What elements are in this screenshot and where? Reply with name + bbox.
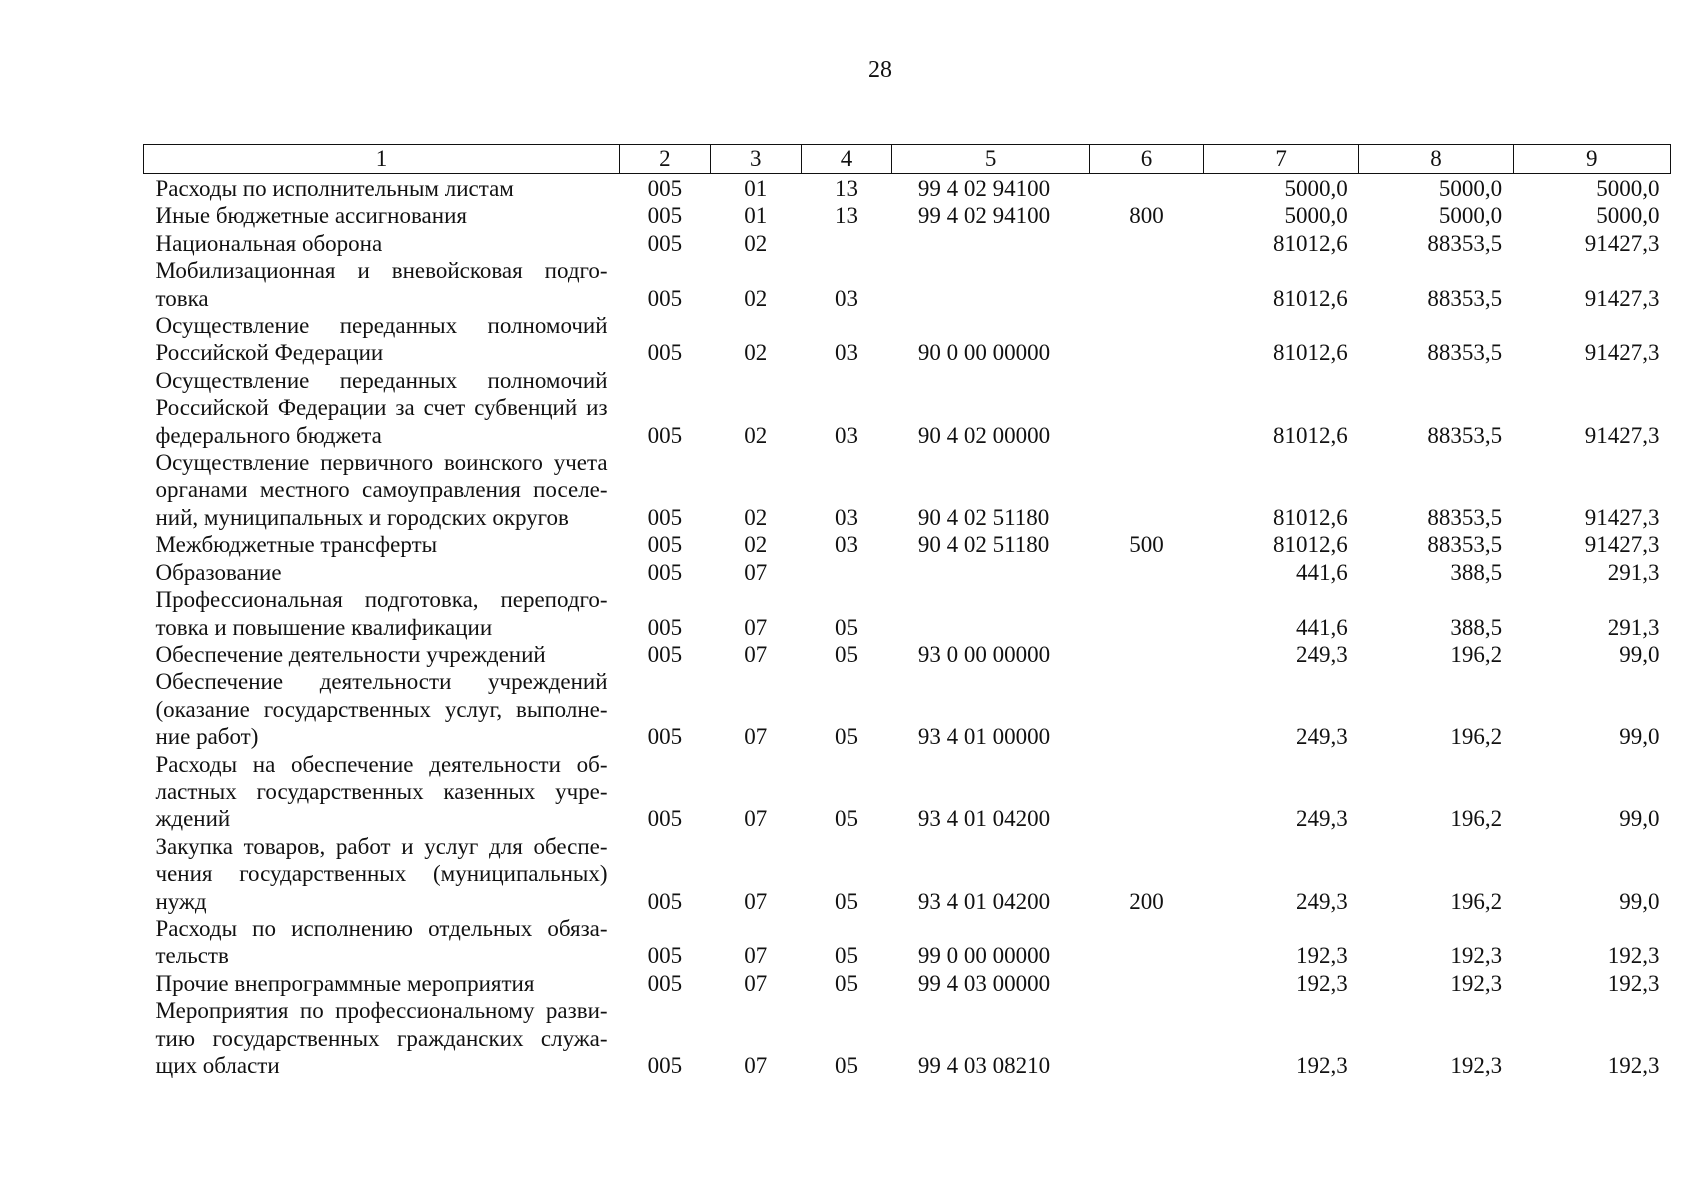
cell-section-code: 07 xyxy=(744,641,768,667)
cell-amount-col9: 192,3 xyxy=(1607,970,1660,996)
cell-amount-col9: 99,0 xyxy=(1619,888,1660,914)
cell-name: Осуществление переданных полномочий Российской Федерации за счет субвенций из федерального бюджета xyxy=(155,367,608,448)
cell-ministry-code: 005 xyxy=(647,203,683,229)
col-header-6: 6 xyxy=(1090,145,1204,174)
cell-amount-col8: 196,2 xyxy=(1450,724,1503,750)
cell-subsection-code: 05 xyxy=(834,806,858,832)
cell-expense-type xyxy=(1090,174,1204,203)
cell-amount-col7: 441,6 xyxy=(1296,614,1348,640)
cell-amount-col9: 91427,3 xyxy=(1584,230,1660,256)
cell-section-code: 07 xyxy=(744,614,768,640)
table-row xyxy=(144,257,1671,312)
col-header-5: 5 xyxy=(892,145,1090,174)
cell-amount-col7: 81012,6 xyxy=(1273,532,1348,558)
cell-amount-col8: 388,5 xyxy=(1450,559,1503,585)
cell-amount-col9: 99,0 xyxy=(1619,724,1660,750)
cell-subsection-code: 05 xyxy=(834,970,858,996)
cell-name: Прочие внепрограммные мероприятия xyxy=(155,970,535,996)
table-row xyxy=(144,668,1671,750)
cell-ministry-code: 005 xyxy=(647,285,683,311)
header-row xyxy=(144,145,1671,174)
table-row xyxy=(144,449,1671,531)
cell-section-code: 01 xyxy=(744,176,768,201)
cell-expense-type xyxy=(1090,586,1204,641)
cell-name: Образование xyxy=(155,559,282,585)
cell-amount-col9: 91427,3 xyxy=(1584,422,1660,448)
cell-amount-col9: 291,3 xyxy=(1607,614,1660,640)
cell-expense-type: 500 xyxy=(1129,532,1164,558)
cell-expense-type xyxy=(1090,997,1204,1079)
cell-amount-col8: 192,3 xyxy=(1450,1053,1503,1078)
cell-amount-col7: 441,6 xyxy=(1296,559,1348,585)
cell-name: Мобилизационная и вневойсковая подго-товка xyxy=(155,258,608,311)
cell-amount-col7: 5000,0 xyxy=(1284,176,1348,201)
cell-section-code: 07 xyxy=(744,970,768,996)
table-row xyxy=(144,997,1671,1079)
cell-subsection-code: 05 xyxy=(834,888,858,914)
cell-name: Межбюджетные трансферты xyxy=(155,532,438,558)
cell-amount-col8: 196,2 xyxy=(1450,806,1503,832)
cell-amount-col9: 99,0 xyxy=(1619,641,1660,667)
cell-amount-col7: 81012,6 xyxy=(1273,285,1348,311)
cell-amount-col7: 249,3 xyxy=(1296,724,1348,750)
cell-ministry-code: 005 xyxy=(647,559,683,585)
cell-amount-col9: 91427,3 xyxy=(1584,340,1660,366)
col-header-3: 3 xyxy=(710,145,801,174)
cell-ministry-code: 005 xyxy=(647,806,683,832)
table-row xyxy=(144,312,1671,367)
cell-ministry-code: 005 xyxy=(647,230,683,256)
cell-ministry-code: 005 xyxy=(647,641,683,667)
cell-expense-type xyxy=(1090,915,1204,970)
cell-name: Мероприятия по профессиональному разви-тию государственных гражданских служа-щих области xyxy=(155,998,608,1078)
col-header-1: 1 xyxy=(144,145,620,174)
cell-amount-col8: 88353,5 xyxy=(1427,504,1503,530)
cell-name: Национальная оборона xyxy=(155,230,383,256)
table-body xyxy=(144,174,1671,1080)
cell-expense-type: 200 xyxy=(1129,888,1164,914)
cell-amount-col8: 5000,0 xyxy=(1438,203,1503,229)
cell-amount-col9: 5000,0 xyxy=(1596,203,1660,229)
table-row xyxy=(144,586,1671,641)
cell-target-code: 93 4 01 00000 xyxy=(917,724,1051,750)
cell-name: Осуществление переданных полномочий Российской Федерации xyxy=(155,313,608,366)
cell-amount-col7: 5000,0 xyxy=(1284,203,1348,229)
cell-section-code: 07 xyxy=(744,1053,768,1078)
cell-amount-col7: 81012,6 xyxy=(1273,340,1348,366)
col-header-4: 4 xyxy=(801,145,892,174)
cell-name: Профессиональная подготовка, переподго-товка и повышение квалификации xyxy=(155,587,608,640)
cell-name: Расходы по исполнительным листам xyxy=(155,176,514,201)
cell-target-code xyxy=(892,230,1090,257)
cell-subsection-code: 03 xyxy=(834,504,858,530)
cell-target-code: 93 4 01 04200 xyxy=(917,888,1051,914)
table-row xyxy=(144,174,1671,203)
cell-ministry-code: 005 xyxy=(647,176,683,201)
cell-amount-col8: 192,3 xyxy=(1450,943,1503,969)
cell-amount-col7: 249,3 xyxy=(1296,888,1348,914)
cell-amount-col7: 249,3 xyxy=(1296,806,1348,832)
cell-ministry-code: 005 xyxy=(647,943,683,969)
cell-subsection-code: 05 xyxy=(834,724,858,750)
cell-expense-type xyxy=(1090,230,1204,257)
cell-section-code: 07 xyxy=(744,943,768,969)
cell-section-code: 02 xyxy=(744,340,768,366)
cell-amount-col8: 88353,5 xyxy=(1427,230,1503,256)
table-row xyxy=(144,833,1671,915)
cell-section-code: 02 xyxy=(744,422,768,448)
cell-amount-col9: 99,0 xyxy=(1619,806,1660,832)
cell-target-code: 90 4 02 51180 xyxy=(917,504,1050,530)
cell-target-code: 90 4 02 00000 xyxy=(917,422,1051,448)
table-row xyxy=(144,751,1671,833)
cell-target-code: 93 4 01 04200 xyxy=(917,806,1051,832)
cell-amount-col7: 81012,6 xyxy=(1273,504,1348,530)
cell-section-code: 07 xyxy=(744,724,768,750)
cell-amount-col7: 192,3 xyxy=(1296,1053,1348,1078)
cell-name: Обеспечение деятельности учреждений (оказание государственных услуг, выполне-ние работ) xyxy=(155,669,608,750)
cell-subsection-code: 03 xyxy=(834,532,858,558)
cell-target-code xyxy=(892,559,1090,586)
table-row xyxy=(144,202,1671,229)
cell-ministry-code: 005 xyxy=(647,888,683,914)
cell-ministry-code: 005 xyxy=(647,504,683,530)
cell-amount-col8: 5000,0 xyxy=(1438,176,1503,201)
cell-amount-col9: 192,3 xyxy=(1607,1053,1660,1078)
cell-ministry-code: 005 xyxy=(647,532,683,558)
cell-amount-col9: 91427,3 xyxy=(1584,532,1660,558)
cell-target-code: 99 4 02 94100 xyxy=(917,176,1051,201)
cell-amount-col7: 192,3 xyxy=(1296,943,1348,969)
col-header-8: 8 xyxy=(1359,145,1513,174)
cell-subsection-code: 13 xyxy=(834,203,858,229)
cell-subsection-code: 05 xyxy=(834,641,858,667)
cell-subsection-code: 03 xyxy=(834,340,858,366)
cell-section-code: 02 xyxy=(744,230,768,256)
cell-target-code: 90 4 02 51180 xyxy=(917,532,1050,558)
cell-amount-col7: 192,3 xyxy=(1296,970,1348,996)
table-row xyxy=(144,531,1671,558)
cell-amount-col9: 5000,0 xyxy=(1596,176,1660,201)
cell-target-code: 99 0 00 00000 xyxy=(917,943,1051,969)
cell-target-code: 99 4 03 08210 xyxy=(917,1053,1051,1078)
cell-section-code: 07 xyxy=(744,559,768,585)
cell-name: Обеспечение деятельности учреждений xyxy=(155,641,546,667)
cell-name: Иные бюджетные ассигнования xyxy=(155,203,467,229)
cell-amount-col7: 81012,6 xyxy=(1273,422,1348,448)
table-row xyxy=(144,367,1671,449)
cell-subsection-code xyxy=(801,559,892,586)
col-header-7: 7 xyxy=(1203,145,1358,174)
cell-amount-col8: 196,2 xyxy=(1450,641,1503,667)
cell-target-code: 93 0 00 00000 xyxy=(917,641,1051,667)
cell-name: Закупка товаров, работ и услуг для обеспе-чения государственных (муниципальных) нужд xyxy=(155,833,608,914)
cell-amount-col8: 88353,5 xyxy=(1427,422,1503,448)
cell-name: Расходы по исполнению отдельных обяза-тельств xyxy=(155,915,608,969)
cell-ministry-code: 005 xyxy=(647,724,683,750)
table-row xyxy=(144,641,1671,668)
cell-ministry-code: 005 xyxy=(647,422,683,448)
cell-expense-type xyxy=(1090,641,1204,668)
cell-target-code xyxy=(892,586,1090,641)
cell-ministry-code: 005 xyxy=(647,614,683,640)
table-row xyxy=(144,559,1671,586)
cell-ministry-code: 005 xyxy=(647,1053,683,1078)
cell-expense-type xyxy=(1090,257,1204,312)
budget-table xyxy=(143,144,1671,1079)
cell-amount-col9: 91427,3 xyxy=(1584,285,1660,311)
cell-target-code xyxy=(892,257,1090,312)
cell-subsection-code: 03 xyxy=(834,285,858,311)
cell-amount-col7: 81012,6 xyxy=(1273,230,1348,256)
cell-section-code: 02 xyxy=(744,532,768,558)
cell-target-code: 90 0 00 00000 xyxy=(917,340,1051,366)
cell-subsection-code: 03 xyxy=(834,422,858,448)
cell-expense-type xyxy=(1090,970,1204,997)
cell-subsection-code: 05 xyxy=(834,1053,858,1078)
cell-section-code: 07 xyxy=(744,806,768,832)
cell-amount-col8: 192,3 xyxy=(1450,970,1503,996)
col-header-2: 2 xyxy=(620,145,711,174)
cell-ministry-code: 005 xyxy=(647,970,683,996)
cell-amount-col8: 388,5 xyxy=(1450,614,1503,640)
cell-subsection-code xyxy=(801,230,892,257)
page-number: 28 xyxy=(868,57,892,83)
cell-amount-col7: 249,3 xyxy=(1296,641,1348,667)
cell-name: Расходы на обеспечение деятельности об-ластных государственных казенных учре-ждений xyxy=(155,751,608,832)
cell-amount-col9: 291,3 xyxy=(1607,559,1660,585)
cell-expense-type xyxy=(1090,312,1204,367)
table-row xyxy=(144,915,1671,970)
cell-section-code: 07 xyxy=(744,888,768,914)
cell-subsection-code: 13 xyxy=(834,176,858,201)
cell-subsection-code: 05 xyxy=(834,614,858,640)
cell-expense-type xyxy=(1090,668,1204,750)
cell-amount-col8: 88353,5 xyxy=(1427,285,1503,311)
cell-expense-type: 800 xyxy=(1129,203,1164,229)
cell-ministry-code: 005 xyxy=(647,340,683,366)
cell-subsection-code: 05 xyxy=(834,943,858,969)
cell-expense-type xyxy=(1090,751,1204,833)
cell-expense-type xyxy=(1090,559,1204,586)
cell-target-code: 99 4 03 00000 xyxy=(917,970,1051,996)
table-row xyxy=(144,970,1671,997)
cell-expense-type xyxy=(1090,367,1204,449)
cell-amount-col9: 91427,3 xyxy=(1584,504,1660,530)
cell-section-code: 02 xyxy=(744,504,768,530)
cell-amount-col8: 88353,5 xyxy=(1427,340,1503,366)
cell-target-code: 99 4 02 94100 xyxy=(917,203,1051,229)
table-row xyxy=(144,230,1671,257)
cell-name: Осуществление первичного воинского учета органами местного самоуправления поселе-ний, муниципальных и городских округов xyxy=(155,450,608,530)
col-header-9: 9 xyxy=(1513,145,1670,174)
cell-amount-col9: 192,3 xyxy=(1607,943,1660,969)
cell-section-code: 02 xyxy=(744,285,768,311)
cell-amount-col8: 88353,5 xyxy=(1427,532,1503,558)
cell-amount-col8: 196,2 xyxy=(1450,888,1503,914)
cell-expense-type xyxy=(1090,449,1204,531)
cell-section-code: 01 xyxy=(744,203,768,229)
